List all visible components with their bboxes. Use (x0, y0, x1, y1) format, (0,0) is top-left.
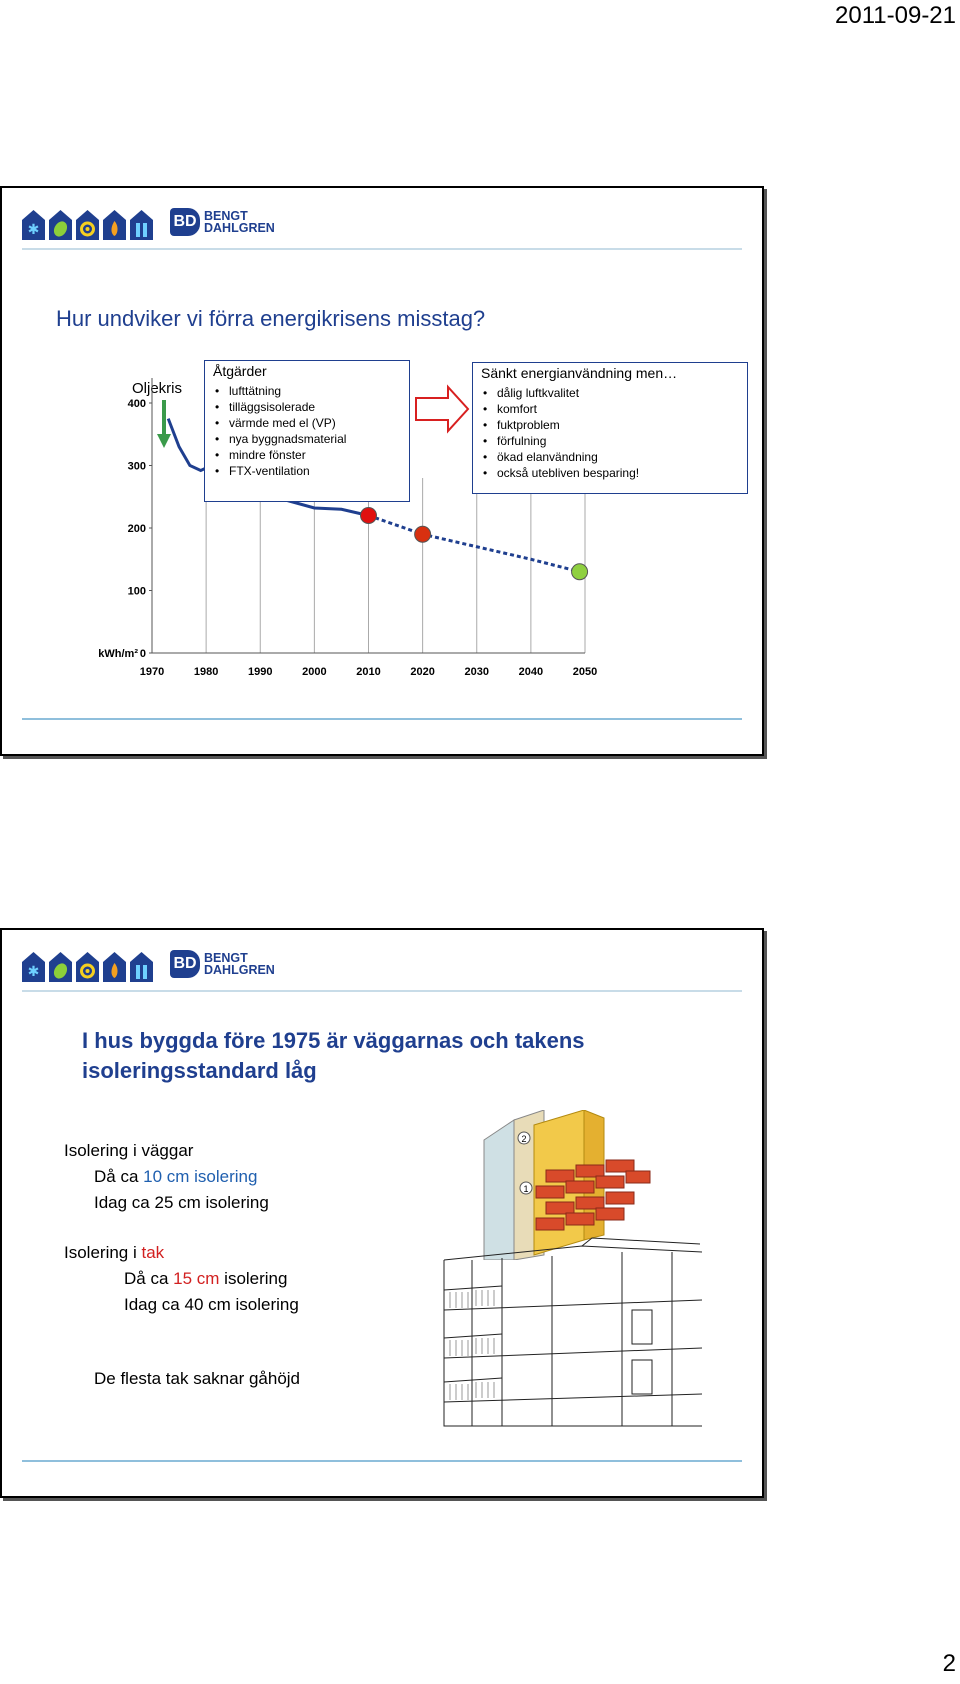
bottom-divider (22, 718, 742, 720)
walls-heading: Isolering i väggar (64, 1141, 194, 1160)
result-item: • fuktproblem (497, 417, 747, 433)
y-tick-label: 400 (127, 398, 146, 410)
wall-label: 2 (521, 1134, 527, 1144)
measures-heading: Åtgärder (213, 363, 267, 379)
measures-box (204, 360, 410, 502)
roof-heading-prefix: Isolering i (64, 1243, 142, 1262)
x-tick-label: 2030 (464, 666, 489, 678)
result-box (472, 362, 748, 494)
x-tick-label: 2040 (518, 666, 544, 678)
measure-item: • lufttätning (229, 383, 409, 399)
page-number: 2 (942, 1650, 956, 1677)
right-arrow-icon (414, 384, 470, 434)
measure-item: • tilläggsisolerade (229, 399, 409, 415)
walls-then-prefix: Då ca (94, 1167, 144, 1186)
oljekris-label: Oljekris (132, 380, 183, 397)
data-marker (415, 526, 431, 542)
data-marker (572, 564, 588, 580)
result-item: • också utebliven besparing! (497, 465, 747, 481)
bottom-divider (22, 1460, 742, 1462)
result-item: • komfort (497, 401, 747, 417)
roof-then-prefix: Då ca (124, 1269, 174, 1288)
projection-line (369, 516, 580, 572)
roof-section (64, 1240, 299, 1318)
slide-2 (0, 928, 764, 1498)
x-tick-label: 1980 (193, 666, 219, 678)
brand-mark: BD (170, 208, 200, 236)
walls-now: Idag ca 25 cm isolering (94, 1193, 269, 1212)
y-tick-label: 100 (127, 585, 146, 598)
roof-then-value: 15 cm (173, 1269, 220, 1288)
logo-icons (22, 948, 153, 982)
wall-label: 1 (523, 1184, 529, 1194)
roof-now: Idag ca 40 cm isolering (124, 1295, 299, 1314)
measure-item: • nya byggnadsmaterial (229, 431, 409, 447)
slide-title: Hur undviker vi förra energikrisens misstag? (56, 306, 486, 331)
slide-1 (0, 186, 764, 756)
y-tick-label: 300 (127, 460, 146, 473)
brand-mark: BD (170, 950, 200, 978)
y-tick-label: 0 (139, 648, 146, 660)
house-wheel-icon (76, 952, 99, 982)
house-building-icon (130, 952, 153, 982)
green-arrow-icon (157, 400, 171, 450)
measure-item: • värmde med el (VP) (229, 415, 409, 431)
y-axis-unit: kWh/m² (98, 648, 138, 660)
x-tick-label: 2010 (356, 666, 381, 678)
y-tick-label: 200 (127, 523, 146, 535)
house-flame-icon (103, 952, 126, 982)
walls-then-value: 10 cm isolering (143, 1167, 258, 1186)
brand-line1: BENGT (204, 209, 248, 223)
x-tick-label: 2050 (572, 666, 598, 678)
x-tick-label: 2000 (302, 666, 327, 678)
svg-text:✱: ✱ (27, 964, 40, 980)
slide-title: I hus byggda före 1975 är väggarnas och takens isoleringsstandard låg (82, 1028, 585, 1083)
brand-logo (170, 950, 275, 978)
brand-line2: DAHLGREN (204, 221, 275, 235)
brand-line1: BENGT (204, 951, 248, 965)
building-sketch-illustration (442, 1230, 704, 1430)
x-tick-label: 2020 (410, 666, 435, 678)
data-marker (361, 508, 377, 524)
house-leaf-icon (49, 952, 72, 982)
top-divider (22, 990, 742, 992)
result-item: • ökad elanvändning (497, 449, 747, 465)
roof-heading-word: tak (141, 1243, 165, 1262)
measure-item: • mindre fönster (229, 447, 409, 463)
result-item: • förfulning (497, 433, 747, 449)
x-tick-label: 1990 (248, 666, 273, 678)
roof-then-suffix: isolering (219, 1269, 288, 1288)
measure-item: • FTX-ventilation (229, 463, 409, 479)
house-snowflake-icon (22, 952, 45, 982)
brand-line2: DAHLGREN (204, 963, 275, 977)
result-heading: Sänkt energianvändning men… (481, 365, 678, 381)
svg-text:✱: ✱ (27, 222, 40, 238)
x-tick-label: 1970 (139, 666, 165, 678)
walls-section (64, 1138, 269, 1216)
page-date: 2011-09-21 (835, 2, 956, 29)
roof-note: De flesta tak saknar gåhöjd (94, 1369, 301, 1388)
result-item: • dålig luftkvalitet (497, 385, 747, 401)
